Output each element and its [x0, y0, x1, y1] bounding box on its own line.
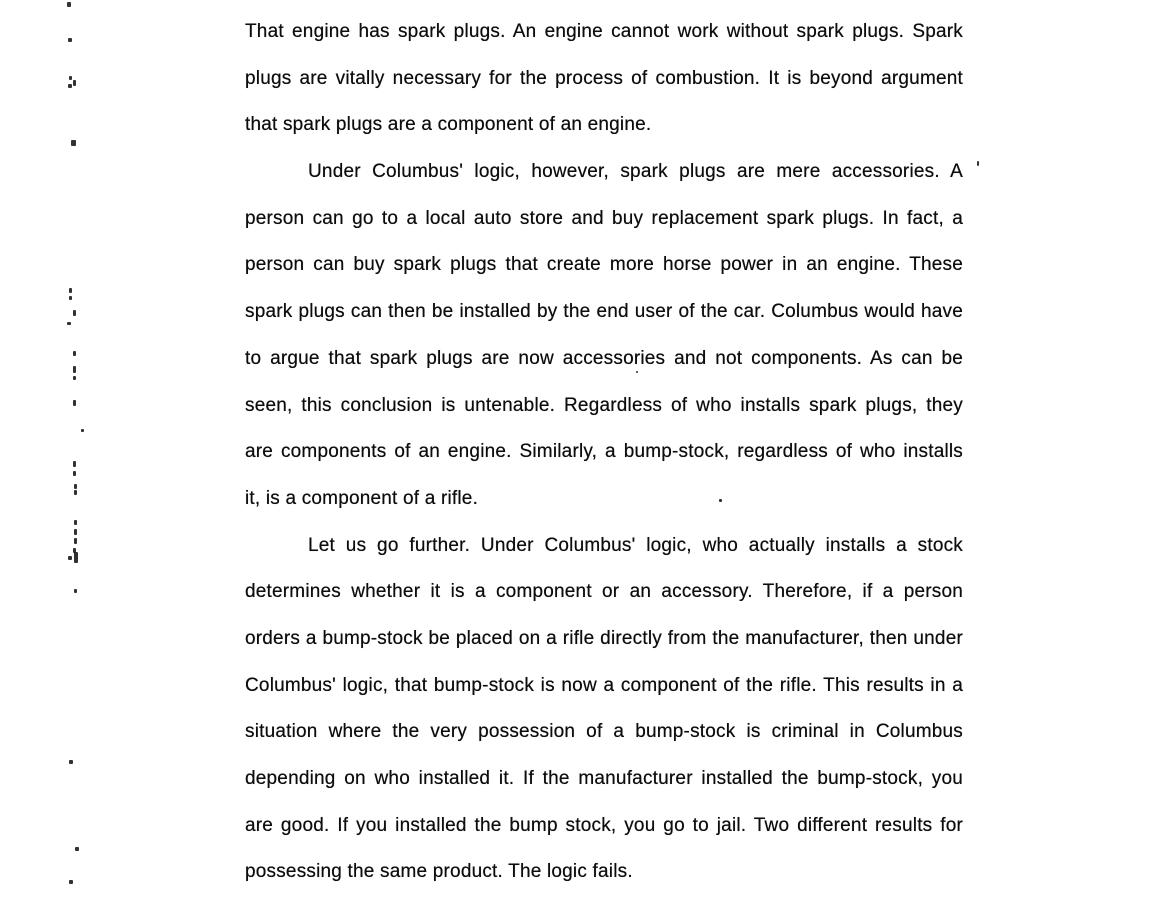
scan-speck: [74, 552, 78, 563]
scan-speck: [73, 400, 76, 406]
text-column: [245, 9, 963, 896]
scan-speck: [69, 296, 72, 300]
scan-speck: [73, 80, 76, 86]
scan-speck: [636, 371, 638, 373]
text-line: person can buy spark plugs that create more horse power in an engine. These: [245, 254, 963, 276]
text-line: plugs are vitally necessary for the process of combustion. It is beyond argument: [245, 67, 963, 89]
text-line: determines whether it is a component or an accessory. Therefore, if a person: [245, 581, 963, 603]
scan-speck: [71, 140, 76, 146]
text-line: are good. If you installed the bump stock, you go to jail. Two different results for: [245, 814, 963, 836]
text-line: it, is a component of a rifle.: [245, 487, 479, 509]
scan-speck: [977, 161, 979, 166]
scan-speck: [74, 490, 77, 495]
text-line: situation where the very possession of a bump-stock is criminal in Columbus: [245, 721, 963, 743]
text-line: Columbus' logic, that bump-stock is now a component of the rifle. This results in a: [245, 674, 963, 696]
text-line: are components of an engine. Similarly, a bump-stock, regardless of who installs: [245, 441, 963, 463]
scan-speck: [69, 76, 72, 80]
scan-speck: [67, 322, 71, 325]
scan-speck: [73, 310, 76, 316]
text-line: that spark plugs are a component of an engine.: [245, 114, 652, 136]
text-line: spark plugs can then be installed by the end user of the car. Columbus would have: [245, 301, 963, 323]
scan-speck: [68, 556, 72, 560]
scan-speck: [73, 471, 76, 476]
scan-speck: [69, 880, 73, 884]
scan-speck: [69, 760, 73, 764]
scan-speck: [68, 38, 72, 42]
scan-speck: [68, 84, 72, 88]
text-line: to argue that spark plugs are now accessories and not components. As can be: [245, 347, 963, 369]
scan-speck: [75, 847, 79, 851]
scan-speck: [73, 351, 76, 356]
text-line: orders a bump-stock be placed on a rifle directly from the manufacturer, then under: [245, 627, 963, 649]
text-line: seen, this conclusion is untenable. Regardless of who installs spark plugs, they: [245, 394, 963, 416]
scan-speck: [73, 366, 76, 373]
scan-speck: [74, 520, 77, 525]
scan-speck: [69, 288, 72, 293]
scan-speck: [73, 376, 76, 380]
scan-speck: [67, 2, 71, 7]
scan-speck: [73, 461, 76, 467]
text-line: person can go to a local auto store and buy replacement spark plugs. In fact, a: [245, 207, 963, 229]
text-line: Under Columbus' logic, however, spark plugs are mere accessories. A: [308, 161, 963, 183]
text-line: That engine has spark plugs. An engine cannot work without spark plugs. Spark: [245, 21, 963, 42]
text-line: depending on who installed it. If the manufacturer installed the bump-stock, you: [245, 768, 963, 789]
scan-speck: [719, 499, 722, 502]
scan-speck: [74, 529, 77, 535]
text-line: possessing the same product. The logic fails.: [245, 861, 633, 883]
scan-speck: [74, 538, 77, 544]
text-line: Let us go further. Under Columbus' logic, who actually installs a stock: [308, 534, 963, 556]
scan-speck: [81, 429, 84, 432]
scan-speck: [74, 589, 77, 593]
scan-speck: [74, 484, 77, 489]
